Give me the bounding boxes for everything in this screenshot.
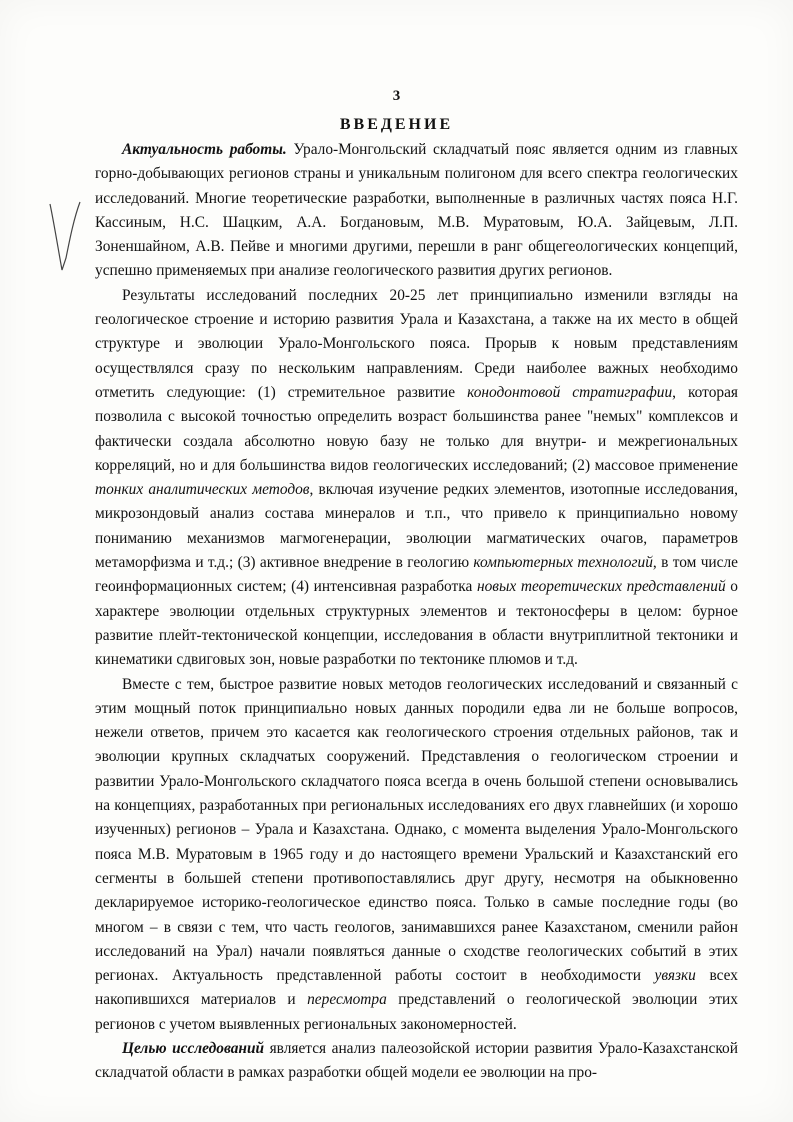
paragraph-goal: [95, 1037, 738, 1086]
handwritten-check-mark: [46, 198, 86, 278]
results-emphasis-1: конодонтовой стратиграфии: [467, 383, 673, 401]
results-text-1: Результаты исследований последних 20-25 лет принципиально изменили взгляды на геологическое строение и историю развития Урала и Казахстана, а также на их место в общей структуре и эволюции Урало-Монгольского пояса. Прорыв к новым представлениям осуществлялся сразу по нескольким направлениям. Среди наиболее важных необходимо отметить следующие: (1) стремительное развитие: [95, 286, 738, 401]
page-number: 3: [392, 88, 401, 104]
relevance-text: Урало-Монгольский складчатый пояс является одним из главных горно-добывающих регионов страны и уникальным полигоном для всего спектра геологических исследований. Многие теоретические разработки, выполненные в различных частях пояса Н.Г. Кассиным, Н.С. Шацким, А.А. Богдановым, М.В. Муратовым, Ю.А. Зайцевым, Л.П. Зоненшайном, А.В. Пейве и многими другими, перешли в ранг общегеологических концепций, успешно применяемых при анализе геологического развития других регионов.: [95, 141, 738, 280]
results-emphasis-2: тонких аналитических методов: [95, 481, 310, 499]
results-text-5: о характере эволюции отдельных структурных элементов и тектоносферы в целом: бурное развитие плейт-тектонической концепции, исследования в области внутриплитной тектоники и кинематики сдвиговых зон, новые разработки по тектонике плюмов и т.д.: [95, 578, 738, 669]
paragraph-relevance: [95, 138, 738, 284]
results-emphasis-4: новых теоретических представлений: [476, 578, 726, 596]
issues-text-2: всех накопившихся материалов и: [95, 967, 738, 1009]
issues-text-3: представлений о геологической эволюции этих регионов с учетом выявленных региональных закономерностей.: [95, 991, 738, 1033]
issues-emphasis-2: пересмотра: [307, 991, 387, 1009]
goal-text: является анализ палеозойской истории развития Урало-Казахстанской складчатой области в рамках разработки общей модели ее эволюции на про-: [95, 1039, 738, 1082]
body-text: [95, 138, 738, 1086]
section-heading: ВВЕДЕНИЕ: [339, 116, 454, 133]
results-text-2: , которая позволила с высокой точностью определить возраст большинства ранее "немых" комплексов и фактически создала абсолютно новую базу не только для внутри- и межрегиональных корреляций, но и для большинства видов геологических исследований; (2) массовое применение: [95, 383, 738, 474]
issues-text-1: Вместе с тем, быстрое развитие новых методов геологических исследований и связанный с этим мощный поток принципиально новых данных породили едва ли не больше вопросов, нежели ответов, причем это касается как геологического строения отдельных районов, так и эволюции крупных складчатых сооружений. Представления о геологическом строении и развитии Урало-Монгольского складчатого пояса всегда в очень большой степени основывались на концепциях, разработанных при региональных исследованиях его двух главнейших (и хорошо изученных) регионов – Урала и Казахстана. Однако, с момента выделения Урало-Монгольского пояса М.В. Муратовым в 1965 году и до настоящего времени Уральский и Казахстанский его сегменты в большей степени противопоставлялись друг другу, несмотря на обыкновенно декларируемое историко-геологическое единство пояса. Только в самые последние годы (во многом – в связи с тем, что часть геологов, занимавшихся ранее Казахстаном, сменили район исследований на Урал) начали появляться данные о сходстве геологических событий в этих регионах. Актуальность представленной работы состоит в необходимости: [95, 675, 738, 985]
paragraph-results: [95, 284, 738, 673]
paragraph-issues: [95, 673, 738, 1037]
goal-lead: Целью исследований: [122, 1039, 265, 1057]
relevance-lead: Актуальность работы.: [122, 141, 287, 158]
results-emphasis-3: компьютерных технологий: [473, 554, 653, 572]
results-text-4: , в том числе геоинформационных систем; (4) интенсивная разработка: [95, 554, 739, 596]
results-text-3: , включая изучение редких элементов, изотопные исследования, микрозондовый анализ состава минералов и т.п., что привело к принципиально новому пониманию механизмов магмогенерации, эволюции магматических очагов, параметров метаморфизма и т.д.; (3) активное внедрение в геологию: [95, 481, 738, 572]
issues-emphasis-1: увязки: [654, 967, 696, 985]
